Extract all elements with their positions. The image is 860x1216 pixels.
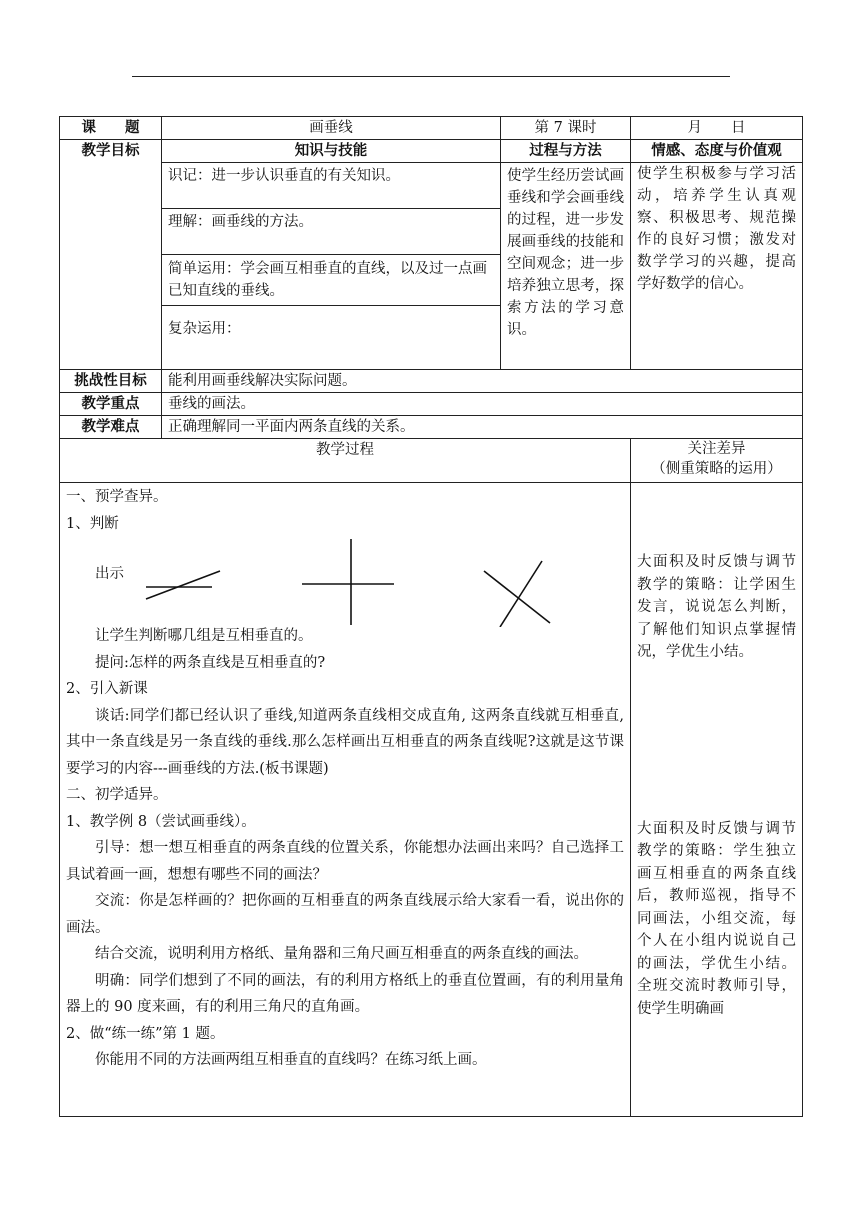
paragraph: 提问:怎样的两条直线是互相垂直的? xyxy=(95,654,326,671)
challenge-text: 能利用画垂线解决实际问题。 xyxy=(162,370,803,393)
lesson-label: 课 题 xyxy=(60,117,162,140)
key-point-text: 垂线的画法。 xyxy=(162,393,803,416)
attitude-objective: 使学生积极参与学习活动，培养学生认真观察、积极思考、规范操作的良好习惯；激发对数学学习的兴趣，提高学好数学的信心。 xyxy=(631,163,803,370)
difficulty-row xyxy=(60,416,803,439)
col-knowledge: 知识与技能 xyxy=(162,140,501,163)
col-process: 过程与方法 xyxy=(501,140,631,163)
line-pair-figures xyxy=(66,537,626,627)
paragraph: 谈话:同学们都已经认识了垂线,知道两条直线相交成直角, 这两条直线就互相垂直,其中一条直线是另一条直线的垂线.那么怎样画出互相垂直的两条直线呢?这就是这节课要学习的内容---画垂线的方法.(板书课题) xyxy=(66,707,624,777)
col-attitude: 情感、态度与价值观 xyxy=(631,140,803,163)
figure-diagonal-cross xyxy=(484,561,550,627)
objective-understand: 理解：画垂线的方法。 xyxy=(162,209,501,255)
lesson-plan-table xyxy=(59,116,803,1117)
challenge-label: 挑战性目标 xyxy=(60,370,162,393)
figure-perpendicular-cross xyxy=(302,539,394,625)
objective-row xyxy=(60,163,803,209)
paragraph: 结合交流，说明利用方格纸、量角器和三角尺画互相垂直的两条直线的画法。 xyxy=(95,946,588,962)
section-1-heading: 一、预学查异。 xyxy=(66,489,168,505)
process-header-row xyxy=(60,439,803,483)
period: 第 7 课时 xyxy=(501,117,631,140)
strategy-note-2: 大面积及时反馈与调节教学的策略：学生独立画互相垂直的两条直线后，教师巡视，指导不同画法，小组交流，每个人在小组内说说自己的画法，学优生小结。全班交流时教师引导，使学生明确画 xyxy=(637,820,796,1017)
objective-simple-apply: 简单运用：学会画互相垂直的直线，以及过一点画已知直线的垂线。 xyxy=(162,255,501,306)
header-row xyxy=(60,117,803,140)
section-2-2-heading: 2、做“练一练”第 1 题。 xyxy=(66,1025,225,1042)
side-title: 关注差异 xyxy=(687,441,746,457)
date: 月 日 xyxy=(631,117,803,140)
objectives-label: 教学目标 xyxy=(60,140,162,370)
strategy-note-1: 大面积及时反馈与调节教学的策略：让学困生发言，说说怎么判断，了解他们知识点掌握情况，学优生小结。 xyxy=(637,554,796,660)
show-label: 出示 xyxy=(95,566,124,582)
difficulty-text: 正确理解同一平面内两条直线的关系。 xyxy=(162,416,803,439)
lesson-title: 画垂线 xyxy=(162,117,501,140)
objectives-header-row xyxy=(60,140,803,163)
process-title: 教学过程 xyxy=(60,439,631,483)
difficulty-label: 教学难点 xyxy=(60,416,162,439)
section-2-heading: 二、初学适异。 xyxy=(66,787,168,803)
header-rule xyxy=(132,76,730,77)
challenge-row xyxy=(60,370,803,393)
paragraph: 引导：想一想互相垂直的两条直线的位置关系，你能想办法画出来吗？自己选择工具试着画一画，想想有哪些不同的画法？ xyxy=(66,840,624,883)
paragraph: 交流：你是怎样画的？把你画的互相垂直的两条直线展示给大家看一看，说出你的画法。 xyxy=(66,893,624,936)
paragraph: 明确：同学们想到了不同的画法，有的利用方格纸上的垂直位置画，有的利用量角器上的 90 度来画，有的利用三角尺的直角画。 xyxy=(66,972,624,1015)
section-1-2-heading: 2、引入新课 xyxy=(66,681,148,697)
objective-complex-apply: 复杂运用： xyxy=(162,306,501,370)
side-subtitle: （侧重策略的运用） xyxy=(651,461,782,477)
key-point-label: 教学重点 xyxy=(60,393,162,416)
process-objective: 使学生经历尝试画垂线和学会画垂线的过程，进一步发展画垂线的技能和空间观念；进一步培养独立思考，探索方法的学习意识。 xyxy=(501,163,631,370)
figure-oblique-lines xyxy=(146,571,220,599)
side-header xyxy=(631,439,803,483)
strategy-notes xyxy=(631,483,803,1117)
process-body-row xyxy=(60,483,803,1117)
paragraph: 让学生判断哪几组是互相垂直的。 xyxy=(95,628,313,644)
objective-memorize: 识记：进一步认识垂直的有关知识。 xyxy=(162,163,501,209)
perpendicular-figures xyxy=(66,537,624,623)
section-1-1-heading: 1、判断 xyxy=(66,515,119,532)
key-point-row xyxy=(60,393,803,416)
section-2-1-heading: 1、教学例 8（尝试画垂线）。 xyxy=(66,813,256,830)
paragraph: 你能用不同的方法画两组互相垂直的直线吗？在练习纸上画。 xyxy=(95,1052,487,1068)
process-content xyxy=(60,483,631,1117)
